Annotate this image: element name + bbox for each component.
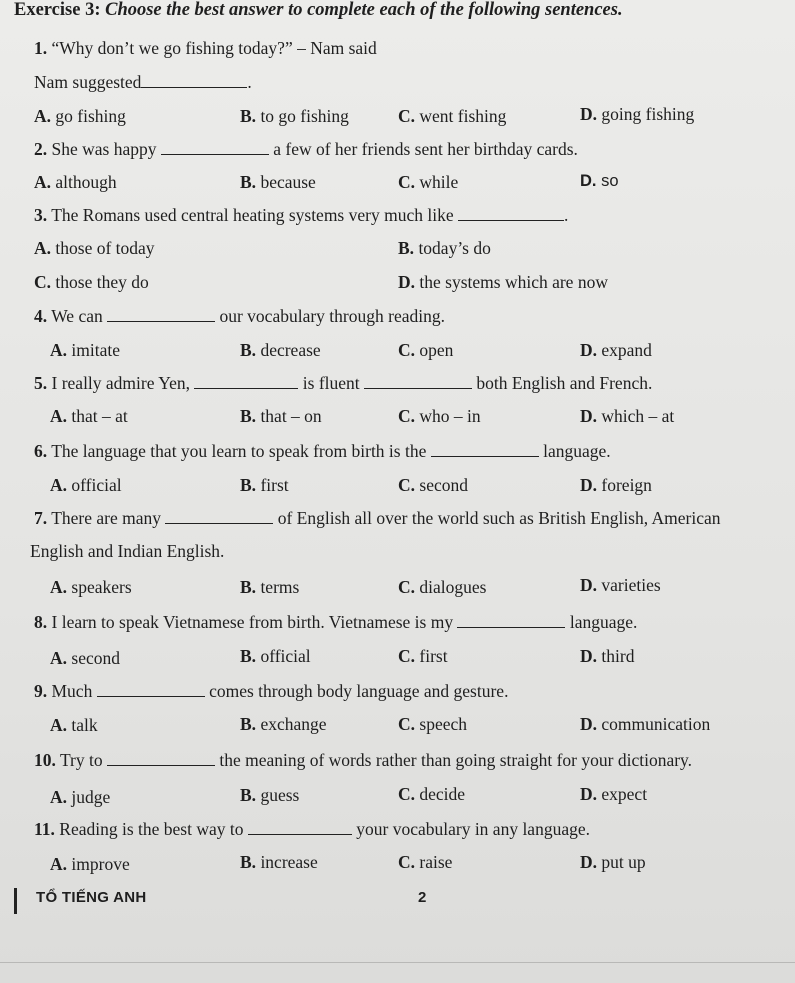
question-9: 9. Much comes through body language and gesture. — [34, 681, 509, 701]
answer-blank-1[interactable] — [194, 374, 298, 389]
option-a[interactable]: A. second — [50, 648, 120, 668]
option-c[interactable]: C. those they do — [34, 272, 149, 292]
option-b[interactable]: B. that – on — [240, 406, 322, 426]
option-c[interactable]: C. went fishing — [398, 106, 507, 126]
option-a[interactable]: A. speakers — [50, 577, 132, 597]
option-d[interactable]: D. communication — [580, 714, 711, 734]
question-7-continuation: English and Indian English. — [30, 541, 225, 561]
answer-blank[interactable] — [457, 613, 565, 628]
option-c[interactable]: C. raise — [398, 852, 453, 872]
option-c[interactable]: C. speech — [398, 714, 468, 734]
option-c[interactable]: C. decide — [398, 784, 466, 804]
question-8: 8. I learn to speak Vietnamese from birth. Vietnamese is my language. — [34, 612, 638, 632]
option-c[interactable]: C. open — [398, 340, 454, 360]
question-10: 10. Try to the meaning of words rather than going straight for your dictionary. — [34, 750, 693, 770]
option-b[interactable]: B. exchange — [240, 714, 327, 734]
answer-blank[interactable] — [248, 820, 352, 835]
option-a[interactable]: A. talk — [50, 715, 98, 735]
option-a[interactable]: A. official — [50, 475, 122, 495]
option-a[interactable]: A. judge — [50, 787, 111, 807]
option-d[interactable]: D. varieties — [580, 575, 661, 595]
option-a[interactable]: A. that – at — [50, 406, 128, 426]
option-c[interactable]: C. dialogues — [398, 577, 487, 597]
option-b[interactable]: B. official — [240, 646, 311, 666]
option-a[interactable]: A. although — [34, 172, 117, 192]
answer-blank[interactable] — [97, 682, 205, 697]
question-1-rewrite: Nam suggested . — [34, 72, 252, 92]
option-d[interactable]: D. expand — [580, 340, 652, 360]
answer-blank[interactable] — [431, 442, 539, 457]
option-c[interactable]: C. while — [398, 172, 459, 192]
question-3: 3. The Romans used central heating systems very much like . — [34, 205, 569, 225]
option-d[interactable]: D. going fishing — [580, 104, 695, 124]
option-b[interactable]: B. decrease — [240, 340, 321, 360]
footer-brand: TỔ TIẾNG ANH — [36, 889, 147, 906]
answer-blank[interactable] — [141, 73, 247, 88]
option-a[interactable]: A. improve — [50, 854, 130, 874]
option-a[interactable]: A. go fishing — [34, 106, 126, 126]
option-d[interactable]: D. foreign — [580, 475, 652, 495]
exercise-heading — [14, 0, 623, 21]
question-7: 7. There are many of English all over the world such as British English, American — [34, 508, 721, 528]
exercise-label: Exercise 3: — [14, 0, 101, 20]
option-c[interactable]: C. second — [398, 475, 468, 495]
option-d[interactable]: D. put up — [580, 852, 646, 872]
answer-blank-2[interactable] — [364, 374, 472, 389]
option-c[interactable]: C. who – in — [398, 406, 481, 426]
option-c[interactable]: C. first — [398, 646, 448, 666]
question-6: 6. The language that you learn to speak from birth is the language. — [34, 441, 611, 461]
answer-blank[interactable] — [107, 307, 215, 322]
option-b[interactable]: B. to go fishing — [240, 106, 349, 126]
option-d[interactable]: D. expect — [580, 784, 648, 804]
option-d[interactable]: D. third — [580, 646, 635, 666]
question-11: 11. Reading is the best way to your vocabulary in any language. — [34, 819, 590, 839]
footer-accent-bar — [14, 888, 17, 914]
option-b[interactable]: B. today’s do — [398, 238, 491, 258]
question-1-prompt: 1. “Why don’t we go fishing today?” – Nam said — [34, 38, 377, 58]
option-d[interactable]: D. the systems which are now — [398, 272, 608, 292]
question-5: 5. I really admire Yen, is fluent both English and French. — [34, 373, 653, 393]
answer-blank[interactable] — [107, 751, 215, 766]
page-bottom-divider — [0, 962, 795, 963]
option-d[interactable]: D. which – at — [580, 406, 675, 426]
option-b[interactable]: B. increase — [240, 852, 318, 872]
answer-blank[interactable] — [165, 509, 273, 524]
answer-blank[interactable] — [161, 140, 269, 155]
question-2: 2. She was happy a few of her friends sent her birthday cards. — [34, 139, 578, 159]
option-b[interactable]: B. terms — [240, 577, 300, 597]
page-number: 2 — [418, 889, 427, 906]
answer-blank[interactable] — [458, 206, 564, 221]
option-a[interactable]: A. those of today — [34, 238, 155, 258]
option-a[interactable]: A. imitate — [50, 340, 120, 360]
option-b[interactable]: B. first — [240, 475, 289, 495]
exercise-instruction: Choose the best answer to complete each of the following sentences. — [105, 0, 623, 20]
option-b[interactable]: B. guess — [240, 785, 300, 805]
question-4: 4. We can our vocabulary through reading. — [34, 306, 445, 326]
option-d[interactable]: D. so — [580, 172, 619, 190]
option-b[interactable]: B. because — [240, 172, 316, 192]
